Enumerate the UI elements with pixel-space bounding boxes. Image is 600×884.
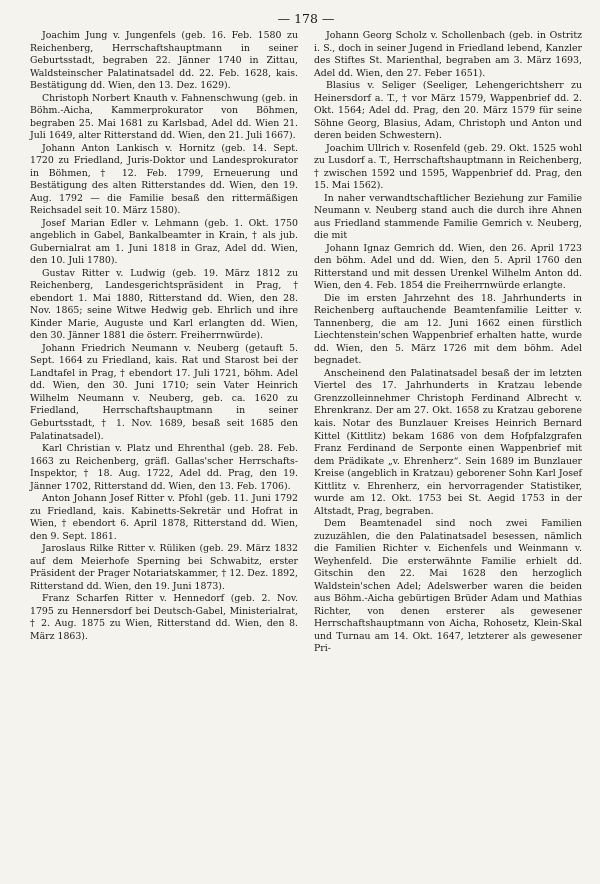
paragraph-beamtenadel: Dem Beamtenadel sind noch zwei Familien zuzuzählen, die den Palatinatsadel besessen, nämlich die Familien Richter v. Eichenfels und Weinmann v. Weyhenfeld. Die ersterwähnte Familie erhielt dd. Gitschin den 22. Mai 1628 den herzoglich Waldstein'schen Adel; Adelswerber waren die beiden aus Böhm.-Aicha gebürtigen Brüder Adam und Mathias Richter, von denen ersterer als gewesener Herrschaftshauptmann von Aicha, Rohosetz, Klein-Skal und Turnau am 14. Okt. 1647, letzterer als gewesener Pri-	[314, 518, 582, 655]
entry-pfohl: Anton Johann Josef Ritter v. Pfohl (geb. 11. Juni 1792 zu Friedland, kais. Kabinetts-Sekretär und Hofrat in Wien, † ebendort 6. April 1878, Ritterstand dd. Wien, den 9. Sept. 1861.	[30, 493, 298, 542]
paragraph-albrecht-kittel: Anscheinend den Palatinatsadel besaß der im letzten Viertel des 17. Jahrhunderts in Kratzau lebende Grenzzolleinnehmer Christoph Ferdinand Albrecht v. Ehrenkranz. Der am 27. Okt. 1658 zu Kratzau geborene kais. Notar des Bunzlauer Kreises Heinrich Bernard Kittel (Kittlitz) bekam 1686 von dem Hofpfalzgrafen Franz Ferdinand de Serponte einen Wappenbrief mit dem Prädikate „v. Ehrenherz“. Sein 1689 im Bunzlauer Kreise (angeblich in Kratzau) geborener Sohn Karl Josef Kittlitz v. Ehrenherz, ein hervorragender Statistiker, wurde am 12. Okt. 1753 bei St. Aegid 1753 in der Altstadt, Prag, begraben.	[314, 367, 582, 517]
entry-lehmann: Josef Marian Edler v. Lehmann (geb. 1. Okt. 1750 angeblich in Gabel, Bankalbeamter in Krain, † als jub. Gubernialrat am 1. Juni 1818 in Graz, Adel dd. Wien, den 10. Juli 1780).	[30, 217, 298, 267]
paragraph-leitter: Die im ersten Jahrzehnt des 18. Jahrhunderts in Reichenberg auftauchende Beamtenfamilie Leitter v. Tannenberg, die am 12. Juni 1662 einen fürstlich Liechtenstein'schen Wappenbrief erhalten hatte, wurde dd. Wien, den 5. März 1726 mit dem böhm. Adel begnadet.	[314, 292, 582, 367]
entry-rilke: Jaroslaus Rilke Ritter v. Rüliken (geb. 29. März 1832 auf dem Meierhofe Sperning bei Schwabitz, erster Präsident der Prager Notariatskammer, † 12. Dez. 1892, Ritterstand dd. Wien, den 19. Juni 1873).	[30, 543, 298, 592]
right-column	[314, 30, 582, 656]
entry-ludwig: Gustav Ritter v. Ludwig (geb. 19. März 1812 zu Reichenberg, Landesgerichtspräsident in Prag, † ebendort 1. Mai 1880, Ritterstand dd. Wien, den 28. Nov. 1865; seine Witwe Hedwig geb. Ehrlich und ihre Kinder Marie, Auguste und Karl erlangten dd. Wien, den 30. Jänner 1881 die österr. Freiherrnwürde).	[30, 267, 298, 342]
entry-lankisch: Johann Anton Lankisch v. Hornitz (geb. 14. Sept. 1720 zu Friedland, Juris-Doktor und Landesprokurator in Böhmen, † 12. Feb. 1799, Erneuerung und Bestätigung des alten Ritterstandes dd. Wien, den 19. Aug. 1792 — die Familie besaß den rittermäßigen Reichsadel seit 10. März 1580).	[30, 142, 298, 217]
entry-ullrich: Joachim Ullrich v. Rosenfeld (geb. 29. Okt. 1525 wohl zu Lusdorf a. T., Herrschaftshauptmann in Reichenberg, † zwischen 1592 und 1595, Wappenbrief dd. Prag, den 15. Mai 1562).	[314, 142, 582, 192]
entry-gemrich: Johann Ignaz Gemrich dd. Wien, den 26. April 1723 den böhm. Adel und dd. Wien, den 5. April 1760 den Ritterstand und mit dessen Urenkel Wilhelm Anton dd. Wien, den 4. Feb. 1854 die Freiherrnwürde erlangte.	[314, 242, 582, 292]
entry-scholz: Johann Georg Scholz v. Schollenbach (geb. in Ostritz i. S., doch in seiner Jugend in Friedland lebend, Kanzler des Stiftes St. Marienthal, begraben am 3. März 1693, Adel dd. Wien, den 27. Feber 1651).	[314, 30, 582, 79]
paragraph-gemrich-intro: In naher verwandtschaftlicher Beziehung zur Familie Neumann v. Neuberg stand auch die durch ihre Ahnen aus Friedland stammende Familie Gemrich v. Neuberg, die mit	[314, 192, 582, 242]
entry-seliger: Blasius v. Seliger (Seeliger, Lehengerichtsherr zu Heinersdorf a. T., † vor März 1579, Wappenbrief dd. 2. Okt. 1564; Adel dd. Prag, den 20. März 1579 für seine Söhne Georg, Blasius, Adam, Christoph und Anton und deren beiden Schwestern).	[314, 80, 582, 142]
entry-jung: Joachim Jung v. Jungenfels (geb. 16. Feb. 1580 zu Reichenberg, Herrschaftshauptmann in seiner Geburtsstadt, begraben 22. Jänner 1740 in Zittau, Waldsteinscher Palatinatsadel dd. 22. Feb. 1628, kais. Bestätigung dd. Wien, den 13. Dez. 1629).	[30, 30, 298, 92]
entry-neumann: Johann Friedrich Neumann v. Neuberg (getauft 5. Sept. 1664 zu Friedland, kais. Rat und Starost bei der Landtafel in Prag, † ebendort 17. Juli 1721, böhm. Adel dd. Wien, den 30. Juni 1710; sein Vater Heinrich Wilhelm Neumann v. Neuberg, geb. ca. 1620 zu Friedland, Herrschaftshauptmann in seiner Geburtsstadt, † 1. Nov. 1689, besaß seit 1685 den Palatinatsadel).	[30, 342, 298, 442]
page-number: — 178 —	[277, 11, 335, 26]
entry-scharfen: Franz Scharfen Ritter v. Hennedorf (geb. 2. Nov. 1795 zu Hennersdorf bei Deutsch-Gabel, Ministerialrat, † 2. Aug. 1875 zu Wien, Ritterstand dd. Wien, den 8. März 1863).	[30, 593, 298, 642]
entry-knauth: Christoph Norbert Knauth v. Fahnenschwung (geb. in Böhm.-Aicha, Kammerprokurator von Böhmen, begraben 25. Mai 1681 zu Karlsbad, Adel dd. Wien 21. Juli 1649, alter Ritterstand dd. Wien, den 21. Juli 1667).	[30, 92, 298, 142]
entry-platz: Karl Christian v. Platz und Ehrenthal (geb. 28. Feb. 1663 zu Reichenberg, gräfl. Gallas'scher Herrschafts-Inspektor, † 18. Aug. 1722, Adel dd. Prag, den 19. Jänner 1702, Ritterstand dd. Wien, den 13. Feb. 1706).	[30, 443, 298, 492]
left-column	[30, 30, 298, 656]
text-columns	[30, 30, 582, 656]
